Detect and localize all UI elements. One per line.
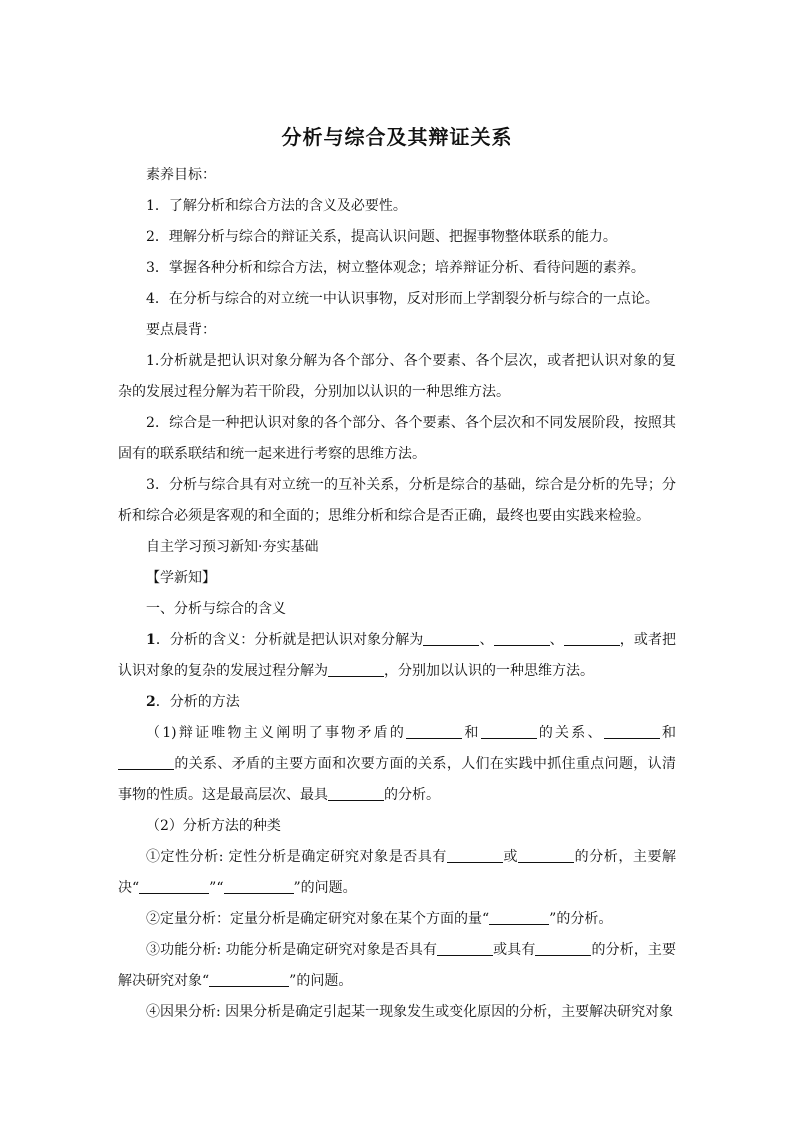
fill-blank[interactable] [447,846,503,863]
fill-blank[interactable] [224,877,294,894]
item1-text: ．分析的含义：分析就是把认识对象分解为 [155,632,424,648]
item1-text: ，或者把认识对象的复杂的发展过程分解为 [118,632,677,679]
learn-heading: 【学新知】 [146,570,216,586]
method-text: ”“ [209,880,224,896]
point-item: 2．综合是一种把认识对象的各个部分、各个要素、各个层次和不同发展阶段，按照其固有的联系联结和统一起来进行考察的思维方法。 [118,415,676,462]
goal-item: 1．了解分析和综合方法的含义及必要性。 [146,198,407,214]
fill-blank[interactable] [118,753,174,770]
method-functional [118,935,676,997]
fill-blank[interactable] [328,784,384,801]
fill-blank[interactable] [604,722,660,739]
item1-paragraph [118,625,676,687]
part1-heading: 一、分析与综合的含义 [146,601,286,617]
sub1-text: 和 [659,725,676,741]
section-heading: 自主学习预习新知·夯实基础 [146,539,319,555]
separator: 、 [479,632,494,648]
method-text: ②定量分析：定量分析是确定研究对象在某个方面的量“ [146,911,490,927]
goals-heading: 素养目标： [146,167,216,183]
item2-text: ．分析的方法 [155,694,240,710]
sub2-heading: （2）分析方法的种类 [146,818,281,834]
item1-number: 1 [146,632,156,648]
point-item: 1.分析就是把认识对象分解为各个部分、各个要素、各个层次，或者把认识对象的复杂的发展过程分解为若干阶段，分别加以认识的一种思维方法。 [118,353,676,400]
method-qualitative [118,842,676,904]
fill-blank[interactable] [535,939,591,956]
fill-blank[interactable] [564,629,620,646]
method-text: ③功能分析: 功能分析是确定研究对象是否具有 [146,942,438,958]
sub1-text: （1)辩证唯物主义阐明了事物矛盾的 [146,725,407,741]
goal-item: 2．理解分析与综合的辩证关系，提高认识问题、把握事物整体联系的能力。 [146,229,617,245]
points-heading: 要点晨背： [146,322,216,338]
item1-text: ，分别加以认识的一种思维方法。 [384,663,594,679]
method-text: 或 [502,849,519,865]
method-text: 的分析，主要解决研究对象“ [118,942,677,989]
fill-blank[interactable] [481,722,537,739]
fill-blank[interactable] [494,629,550,646]
page-title: 分析与综合及其辩证关系 [281,125,513,149]
sub1-text: 和 [462,725,481,741]
method-text: ①定性分析: 定性分析是确定研究对象是否具有 [146,849,447,865]
fill-blank[interactable] [489,908,549,925]
method-text: 或具有 [493,942,536,958]
item2-heading [118,687,676,718]
goal-item: 4．在分析与综合的对立统一中认识事物，反对形而上学割裂分析与综合的一点论。 [146,291,659,307]
method-text: ”的问题。 [293,880,357,896]
item2-number: 2 [146,694,156,710]
sub1-text: 的分析。 [384,787,440,803]
method-text: ”的分析。 [549,911,613,927]
method-quantitative [118,904,676,935]
point-item: 3．分析与综合具有对立统一的互补关系，分析是综合的基础，综合是分析的先导；分析和综合必须是客观的和全面的；思维分析和综合是否正确，最终也要由实践来检验。 [118,477,676,524]
method-causal: ④因果分析: 因果分析是确定引起某一现象发生或变化原因的分析，主要解决研究对象 [146,1004,674,1020]
sub1-text: 的关系、 [536,725,604,741]
fill-blank[interactable] [406,722,462,739]
sub1-paragraph [118,718,676,811]
fill-blank[interactable] [328,660,384,677]
sub1-text: 的关系、矛盾的主要方面和次要方面的关系，人们在实践中抓住重点问题，认清事物的性质。这是最高层次、最具 [118,756,676,803]
fill-blank[interactable] [209,970,289,987]
document-body [118,160,676,1028]
method-text: 的分析，主要解决“ [118,849,677,896]
separator: 、 [549,632,564,648]
fill-blank[interactable] [139,877,209,894]
fill-blank[interactable] [437,939,493,956]
goal-item: 3．掌握各种分析和综合方法，树立整体观念；培养辩证分析、看待问题的素养。 [146,260,645,276]
method-text: ”的问题。 [289,973,353,989]
fill-blank[interactable] [518,846,574,863]
fill-blank[interactable] [423,629,479,646]
